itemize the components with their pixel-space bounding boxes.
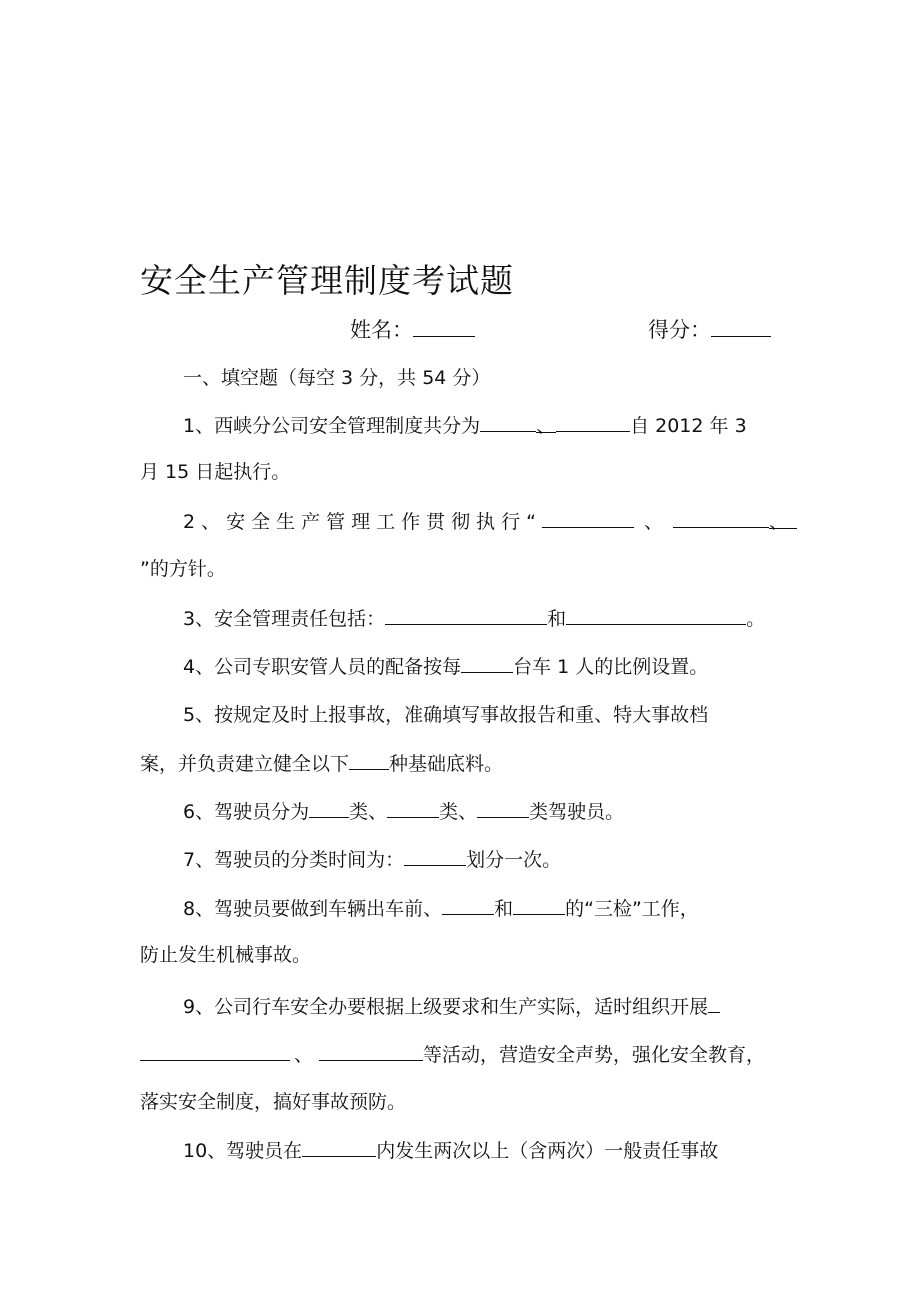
q7-text: 划分一次。 xyxy=(466,849,562,871)
q6-blank xyxy=(387,796,439,818)
q6-text: 类、 xyxy=(439,801,478,823)
q3-text: 和 xyxy=(547,608,567,630)
q9-text: 9、公司行车安全办要根据上级要求和生产实际，适时组织开展 xyxy=(183,996,709,1018)
section-heading: 一、填空题（每空 3 分，共 54 分） xyxy=(183,367,491,389)
exam-title: 安全生产管理制度考试题 xyxy=(140,261,514,300)
q5-text: 种基础底料。 xyxy=(389,753,504,775)
q5-text: 5、按规定及时上报事故，准确填写事故报告和重、特大事故档 xyxy=(183,704,709,726)
q2-blank xyxy=(673,506,769,528)
q2-separator: 、 xyxy=(643,511,663,533)
q9-text: 等活动，营造安全声势，强化安全教育， xyxy=(423,1044,766,1066)
q10-text: 10、驾驶员在 xyxy=(183,1140,303,1162)
q8-blank xyxy=(513,893,565,915)
q3-blank xyxy=(566,603,746,625)
q1-text: 1、西峡分公司安全管理制度共分为 xyxy=(183,415,481,437)
q4-text: 台车 1 人的比例设置。 xyxy=(513,656,709,678)
q8-text: 和 xyxy=(494,898,514,920)
score-field xyxy=(648,314,771,346)
question-7 xyxy=(183,844,561,875)
q2-blank xyxy=(542,506,634,528)
q5-blank xyxy=(349,748,389,770)
q1-separator: 、 xyxy=(536,411,556,433)
q9-separator: 、 xyxy=(294,1044,314,1066)
q10-blank xyxy=(302,1135,376,1157)
name-blank xyxy=(413,315,475,337)
q2-separator: 、 xyxy=(769,507,797,529)
q6-text: 6、驾驶员分为 xyxy=(183,801,310,823)
question-3 xyxy=(183,603,765,634)
q8-text: 的“三检”工作， xyxy=(565,898,699,920)
q10-text: 内发生两次以上（含两次）一般责任事故 xyxy=(376,1140,719,1162)
q1-blank xyxy=(556,410,630,432)
q5-text: 案，并负责建立健全以下 xyxy=(140,753,350,775)
question-4 xyxy=(183,651,708,682)
name-field xyxy=(350,314,475,346)
q4-text: 4、公司专职安管人员的配备按每 xyxy=(183,656,462,678)
name-label: 姓名： xyxy=(350,318,413,342)
q8-blank xyxy=(442,893,494,915)
q3-text: 。 xyxy=(746,608,766,630)
q2-text: ”的方针。 xyxy=(140,558,226,580)
q6-text: 类、 xyxy=(349,801,388,823)
q1-blank xyxy=(480,410,536,432)
q7-blank xyxy=(404,844,466,866)
q4-blank xyxy=(461,651,513,673)
q1-text: 月 15 日起执行。 xyxy=(140,461,291,483)
q3-blank xyxy=(385,603,547,625)
question-6 xyxy=(183,796,624,827)
q6-text: 类驾驶员。 xyxy=(529,801,625,823)
score-blank xyxy=(711,315,771,337)
q9-blank xyxy=(140,1039,290,1061)
q2-text: 2、安全生产管理工作贯彻执行“ xyxy=(183,511,542,533)
q3-text: 3、安全管理责任包括： xyxy=(183,608,386,630)
score-label: 得分： xyxy=(648,318,711,342)
q6-blank xyxy=(309,796,349,818)
q9-blank xyxy=(319,1039,423,1061)
q7-text: 7、驾驶员的分类时间为： xyxy=(183,849,405,871)
q1-text: 自 2012 年 3 xyxy=(630,415,747,437)
q8-text: 防止发生机械事故。 xyxy=(140,944,312,966)
q9-blank xyxy=(708,991,720,1013)
q6-blank xyxy=(477,796,529,818)
q9-text: 落实安全制度，搞好事故预防。 xyxy=(140,1091,407,1113)
question-10 xyxy=(183,1135,718,1166)
q8-text: 8、驾驶员要做到车辆出车前、 xyxy=(183,898,443,920)
